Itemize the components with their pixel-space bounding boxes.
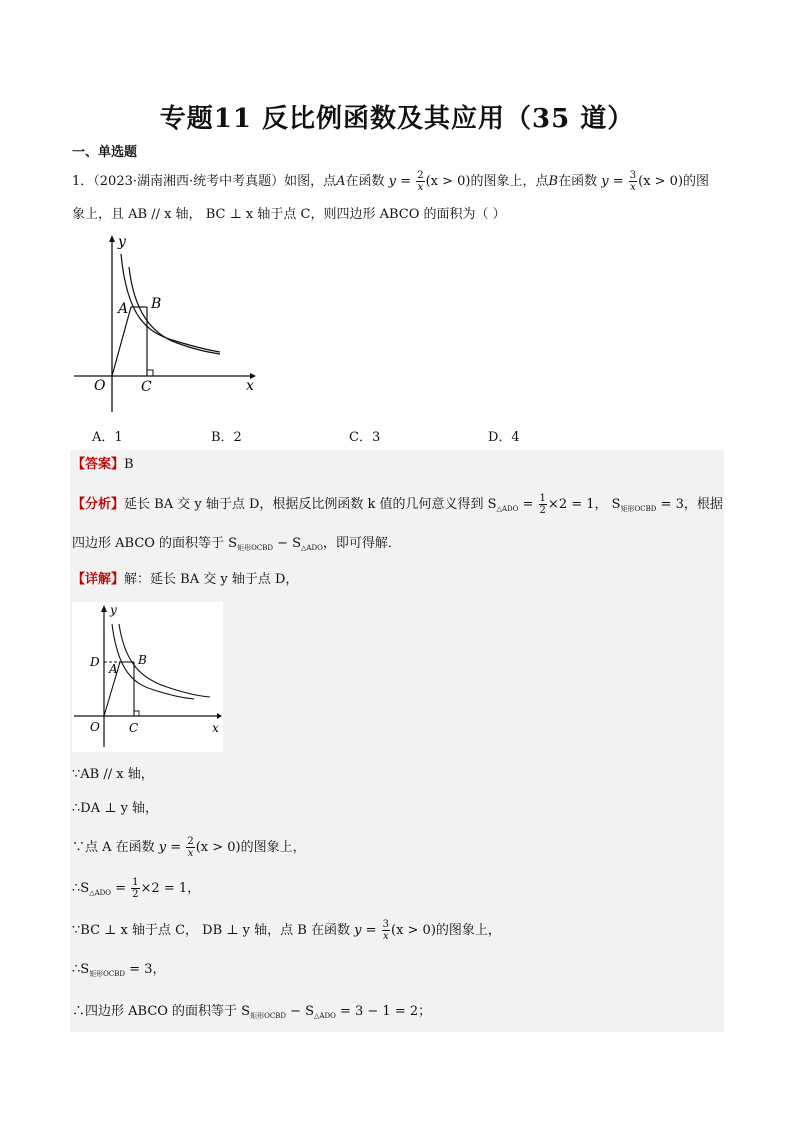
detail-intro: 【详解】解：延长 BA 交 y 轴于点 D， <box>72 572 299 587</box>
analysis-line-1: 【分析】延长 BA 交 y 轴于点 D，根据反比例函数 k 值的几何意义得到 $S_{\triangle ADO}$ = $\frac{1}{2}$ ×2 = 1， $S_{矩形OCBD} = 3$，根据 <box>72 493 723 516</box>
label-c: C <box>129 721 139 735</box>
option-b[interactable]: B．2 <box>211 430 242 445</box>
answer-line: 【答案】B <box>72 457 134 472</box>
label-c: C <box>141 379 152 395</box>
label-x: x <box>212 721 219 735</box>
label-b: B <box>151 296 162 312</box>
segment-oa <box>112 307 131 376</box>
question-line-2: 象上，且 AB // x 轴， BC ⊥ x 轴于点 C，则四边形 ABCO 的面积为（ ） <box>72 207 506 222</box>
question-line-1: 1．（2023·湖南湘西·统考中考真题）如图，点A在函数 y = $\frac{2}{x}$ (x > 0)的图象上，点B在函数 y = $\frac{3}{x}$ (x > 0)的图 <box>72 170 710 193</box>
label-a: A <box>109 662 118 676</box>
step-5: ∵BC ⊥ x 轴于点 C， DB ⊥ y 轴，点 B 在函数 y = $\frac{3}{x}$ (x > 0)的图象上， <box>72 919 501 942</box>
label-a: A <box>118 301 129 317</box>
page-title: 专题11 反比例函数及其应用（35 道） <box>159 104 635 134</box>
step-4: $\therefore S_{\triangle ADO}$ = $\frac{1}{2}$ ×2 = 1， <box>72 877 201 900</box>
label-y: y <box>118 234 126 250</box>
label-y: y <box>110 603 117 617</box>
option-c[interactable]: C．3 <box>349 430 381 445</box>
step-2: ∴DA ⊥ y 轴， <box>72 801 159 816</box>
section-heading: 一、单选题 <box>72 145 138 160</box>
label-o: O <box>94 378 106 394</box>
figure-1-graph <box>72 232 257 417</box>
step-1: ∵AB // x 轴， <box>72 767 154 782</box>
label-b: B <box>138 653 147 667</box>
option-a[interactable]: A．1 <box>92 430 123 445</box>
figure-2-graph <box>72 602 223 752</box>
curve-2-over-x <box>121 254 220 352</box>
step-7: ∴四边形 ABCO 的面积等于 $S_{矩形OCBD} - S_{\triangle ADO} = 3 - 1 = 2$； <box>72 1004 432 1020</box>
function-a: y = $\frac{2}{x}$ (x > 0) <box>388 170 471 193</box>
label-x: x <box>246 378 254 394</box>
label-d: D <box>90 655 100 669</box>
option-d[interactable]: D．4 <box>488 430 520 445</box>
step-6: $\therefore S_{矩形OCBD} = 3$， <box>72 962 166 978</box>
label-o: O <box>90 720 100 734</box>
step-3: ∵点 A 在函数 y = $\frac{2}{x}$ (x > 0)的图象上， <box>72 836 306 859</box>
function-b: y = $\frac{3}{x}$ (x > 0) <box>601 170 684 193</box>
analysis-line-2: 四边形 ABCO 的面积等于 $S_{矩形OCBD} - S_{\triangle ADO}$，即可得解． <box>72 536 401 552</box>
